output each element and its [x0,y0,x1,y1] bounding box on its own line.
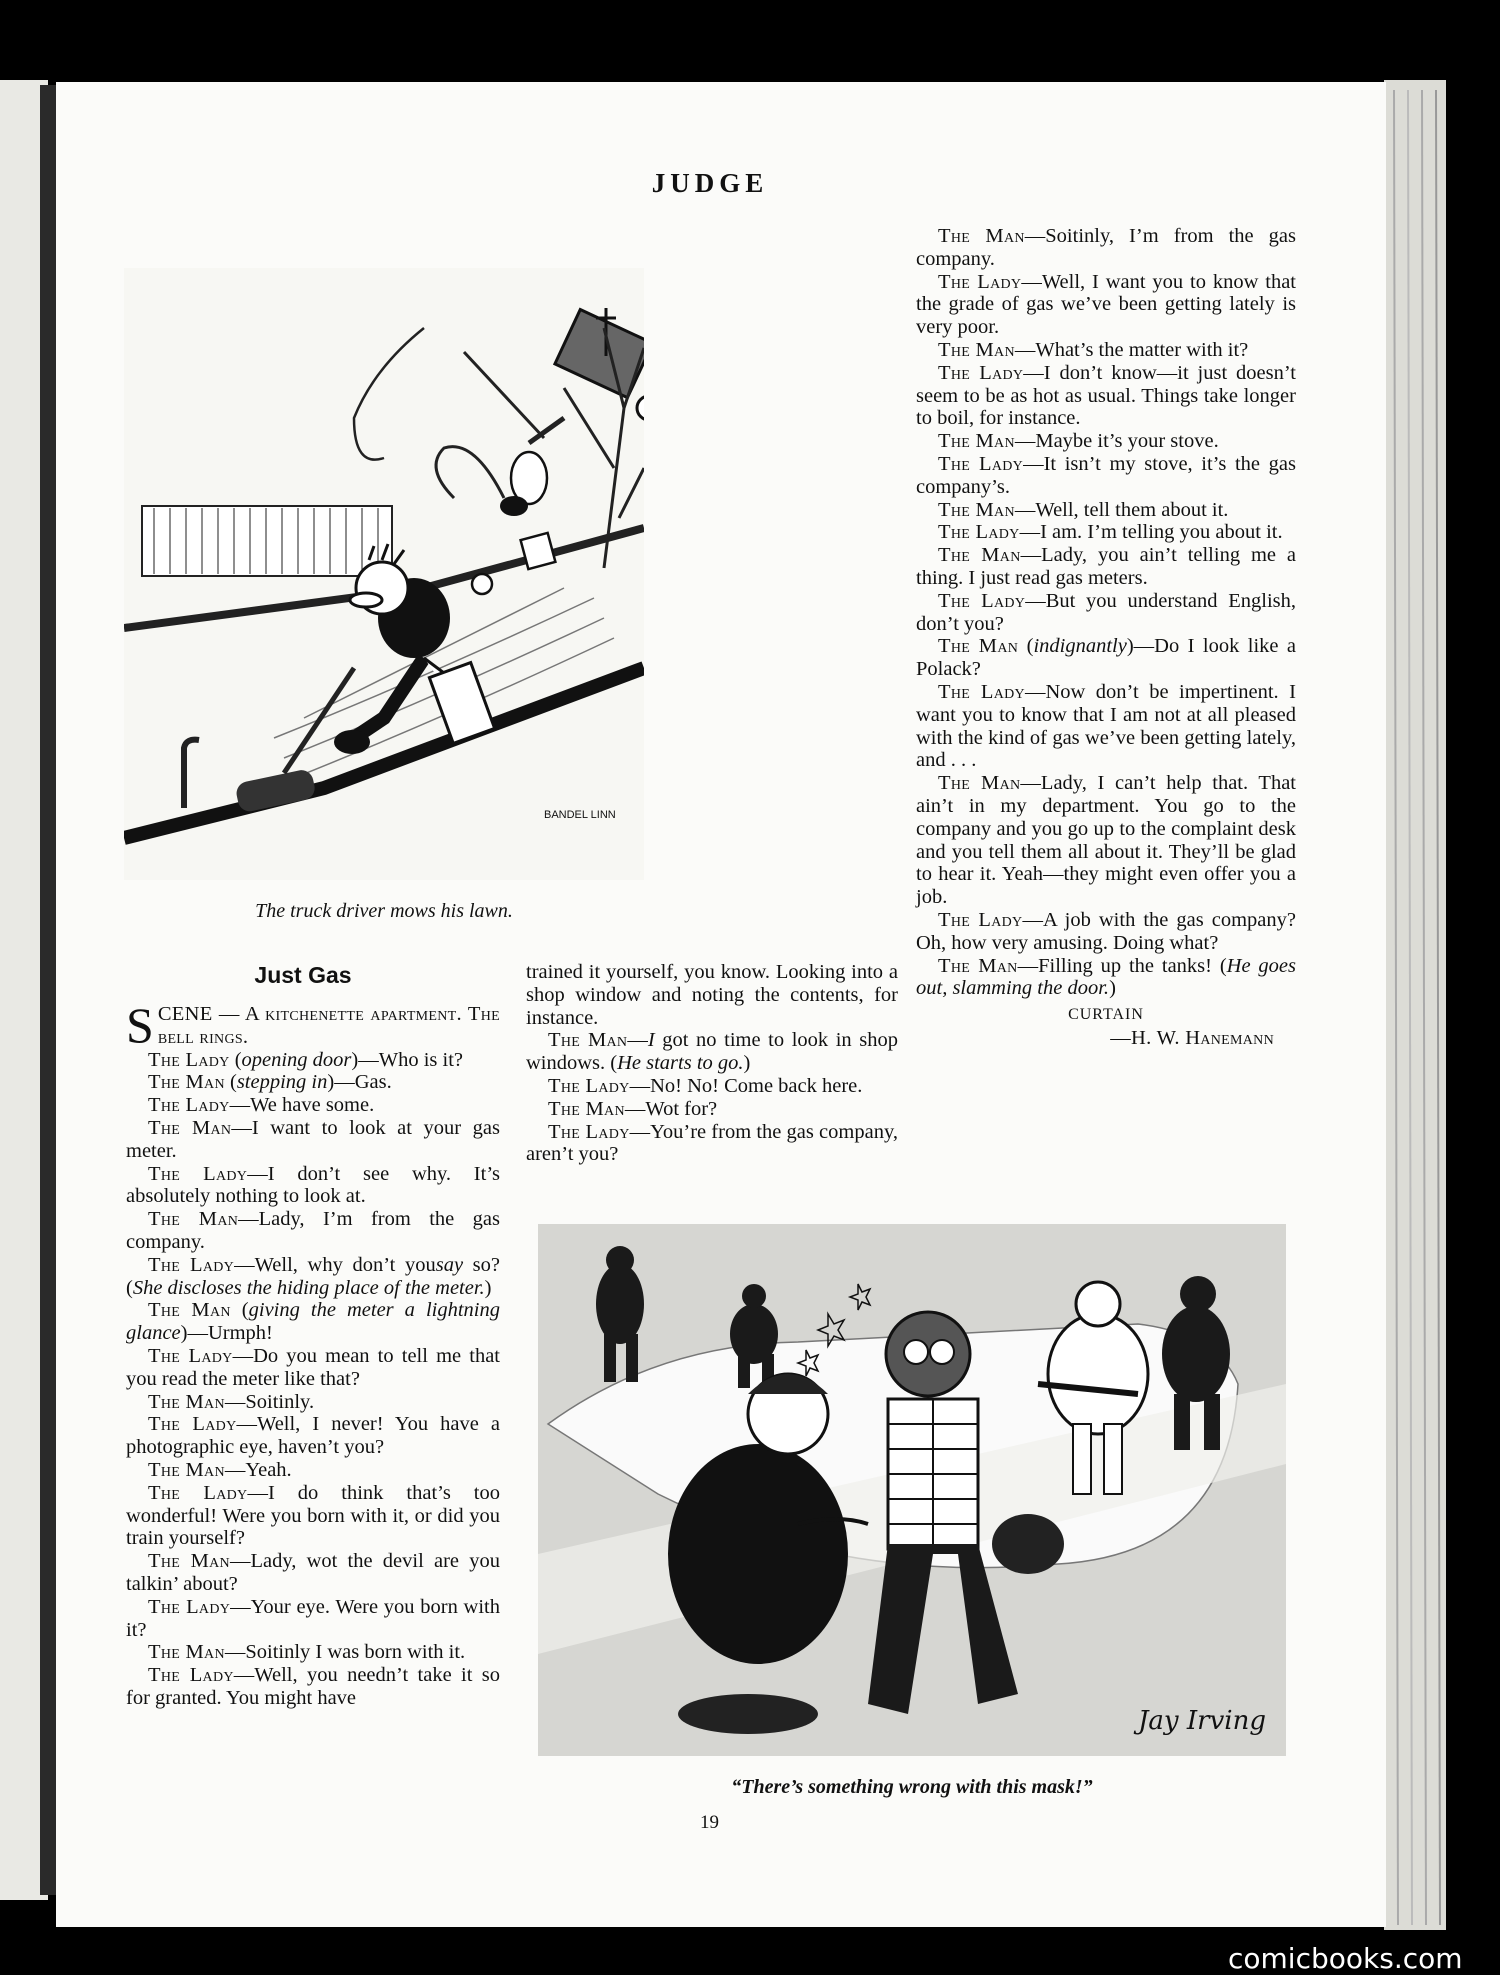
page-number: 19 [700,1812,719,1833]
italic-text: I [647,1029,655,1052]
line-text: —Now don’t be impertinent. I want you to know that I am not at all pleased with the kind of gas we’ve been getting lately, and . . . [916,680,1296,772]
line-text: —I don’t see why. It’s absolutely nothing to look at. [126,1162,501,1208]
article-column-2 [526,961,898,1166]
line-text: —Maybe it’s your stove. [1014,430,1219,453]
speaker: The Lady [148,1048,230,1071]
dialogue-line: The Man (giving the meter a lightning glance)—Urmph! [126,1299,500,1345]
speaker: The Lady [938,521,1020,544]
dialogue-line [916,225,1296,271]
line-text: got no time to look in shop windows. ( [526,1029,898,1075]
speaker: The Man [938,954,1018,977]
speaker: The Lady [938,589,1026,612]
dialogue-line [126,1117,500,1163]
dialogue-line [126,1596,500,1642]
curtain-label: CURTAIN [1068,1006,1144,1024]
line-text: —What’s the matter with it? [1014,338,1249,361]
line-text: ) [1109,977,1116,1000]
dialogue-line [916,499,1296,522]
line-text: —I want to look at your gas meter. [126,1116,501,1162]
line-text: —Well, I never! You have a photographic eye, haven’t you? [126,1413,500,1459]
speaker: The Man [938,225,1025,247]
line-text: —Yeah. [224,1458,292,1481]
line-text: —Lady, I’m from the gas company. [126,1208,500,1253]
line-text: —Soitinly, I’m from the gas company. [916,225,1297,270]
speaker: The Lady [938,270,1022,293]
dialogue-line [126,1254,500,1300]
line-text: —It isn’t my stove, it’s the gas company’s. [916,452,1296,498]
dialogue-line [126,1345,500,1391]
line-text: —Wot for? [624,1097,718,1120]
line-text: ) [484,1276,492,1299]
line-text: —Soitinly I was born with it. [224,1641,466,1664]
cartoon2-signature: Jay Irving [1138,1706,1266,1736]
speaker: The Man [938,430,1015,453]
line-text: —Your eye. Were you born with it? [126,1595,500,1641]
drop-cap: S [126,997,154,1053]
dialogue-line [126,1550,500,1596]
line-text: ) [743,1052,751,1075]
dialogue-line [916,544,1296,590]
dialogue-line [526,1029,898,1075]
article-title: Just Gas [254,962,352,988]
speaker: The Lady [938,452,1024,475]
speaker: The Man [148,1458,225,1481]
dialogue-line: The Man (stepping in)—Gas. [148,1071,392,1094]
line-text: —I do think that’s too wonderful! Were you born with it, or did you train yourself? [126,1481,501,1550]
stage-direction: opening door [241,1048,352,1071]
speaker: The Man [148,1550,230,1573]
italic-text: say [435,1253,464,1276]
line-text: —Well, why don’t you [234,1253,436,1276]
speaker: The Man [938,635,1019,658]
line-text: —Filling up the tanks! ( [1017,954,1227,977]
speaker: The Lady [938,908,1023,931]
speaker: The Man [548,1029,628,1052]
line-text: —Lady, you ain’t telling me a thing. I just read gas meters. [916,544,1297,589]
dialogue-line [526,1098,898,1121]
dialogue-line [126,1208,500,1254]
scene-text: CENE — A kitchenette apartment. The bell rings. [157,1003,500,1048]
baseball-cartoon [538,1224,1286,1756]
dialogue-line [126,1664,500,1710]
line-text: —I don’t know—it just doesn’t seem to be as hot as usual. Things take longer to boil, for instance. [916,361,1296,430]
line-text: —Urmph! [187,1322,273,1345]
dialogue-line [916,955,1296,1001]
speaker: The Lady [938,680,1025,703]
stage-direction: giving the meter a lightning glance [126,1299,500,1345]
line-text: —Gas. [334,1071,392,1094]
speaker: The Man [148,1299,231,1322]
line-text: so? ( [126,1253,500,1299]
speaker: The Lady [148,1481,248,1504]
dialogue-line [916,590,1296,636]
speaker: The Man [548,1097,625,1120]
speaker: The Man [938,772,1021,795]
speaker: The Lady [548,1074,630,1097]
dialogue-line: The Man (indignantly)—Do I look like a Polack? [916,635,1297,681]
dialogue-line [126,1482,500,1550]
speaker: The Lady [148,1094,230,1117]
speaker: The Man [148,1641,225,1664]
dialogue-line [126,1459,500,1482]
speaker: The Lady [148,1162,248,1185]
cartoon1-signature: BANDEL LINN [544,809,616,821]
dialogue-line [126,1641,500,1664]
line-text: —You’re from the gas company, aren’t you? [526,1120,898,1166]
line-text: —Soitinly. [224,1390,315,1413]
speaker: The Lady [148,1595,231,1618]
line-text: —Do you mean to tell me that you read the meter like that? [126,1344,500,1390]
stage-direction: stepping in [236,1071,328,1094]
dialogue-line [526,1121,898,1167]
dialogue-line [126,1094,500,1117]
line-text: —Well, you needn’t take it so for granted. You might have [126,1664,501,1709]
dialogue-line [916,339,1296,362]
line-text: —We have some. [229,1094,375,1117]
line-text: —Lady, wot the devil are you talkin’ about? [126,1550,500,1595]
speaker: The Man [148,1390,225,1413]
speaker: The Man [148,1071,225,1094]
article-column-3 [916,225,1296,1050]
line-text: —A job with the gas company? Oh, how very amusing. Doing what? [916,908,1297,954]
dialogue-line [916,362,1296,430]
line-text: —Do I look like a Polack? [916,635,1297,681]
speaker: The Lady [148,1413,237,1436]
cartoon2-caption: “There’s something wrong with this mask!” [731,1776,1093,1798]
line-text: — [627,1029,648,1052]
line-text: —But you understand English, don’t you? [916,589,1296,635]
speaker: The Man [938,544,1021,567]
speaker: The Lady [548,1120,630,1143]
continued-text: trained it yourself, you know. Looking into a shop window and noting the contents, for instance. [526,961,898,1029]
dialogue-line [916,430,1296,453]
speaker: The Man [148,1208,239,1231]
stage-direction: indignantly [1033,635,1127,658]
line-text: —Who is it? [358,1048,464,1071]
speaker: The Man [938,338,1015,361]
line-text: —Well, I want you to know that the grade of gas we’ve been getting lately is very poor. [916,270,1296,339]
dialogue-line [916,909,1296,955]
dialogue-line: The Lady (opening door)—Who is it? [148,1048,464,1071]
dialogue-line [126,1163,500,1209]
speaker: The Lady [938,361,1024,384]
line-text: —Lady, I can’t help that. That ain’t in my department. You go to the company and you go up to the complaint desk and you tell them all about it. They’ll be glad to hear it. Yeah—they might even offer you a job. [916,772,1297,909]
lawnmower-cartoon [124,268,644,880]
speaker: The Man [148,1116,232,1139]
watermark: comicbooks.com [1228,1942,1463,1975]
stage-direction: She discloses the hiding place of the meter. [132,1276,485,1299]
author-byline: —H. W. Hanemann [1110,1026,1274,1049]
line-text: —Well, tell them about it. [1014,498,1229,521]
speaker: The Lady [148,1344,233,1367]
speaker: The Man [938,498,1015,521]
line-text: —No! No! Come back here. [629,1074,863,1097]
dialogue-line [126,1413,500,1459]
dialogue-line [126,1391,500,1414]
dialogue-line [126,997,500,1053]
speaker: The Lady [148,1664,234,1687]
dialogue-line [526,1075,898,1098]
speaker: The Lady [148,1253,235,1276]
dialogue-line [526,961,898,1029]
dialogue-line [916,772,1296,909]
dialogue-line [916,681,1296,772]
italic-text: He goes out, slamming the door. [916,954,1297,1000]
dialogue-line [916,271,1296,339]
stage-direction: He starts to go. [617,1052,744,1075]
article-column-1 [126,997,501,1710]
masthead: JUDGE [651,168,769,198]
dialogue-line [916,521,1296,544]
line-text: —I am. I’m telling you about it. [1019,521,1283,544]
cartoon1-caption: The truck driver mows his lawn. [255,900,513,922]
dialogue-line [916,453,1296,499]
